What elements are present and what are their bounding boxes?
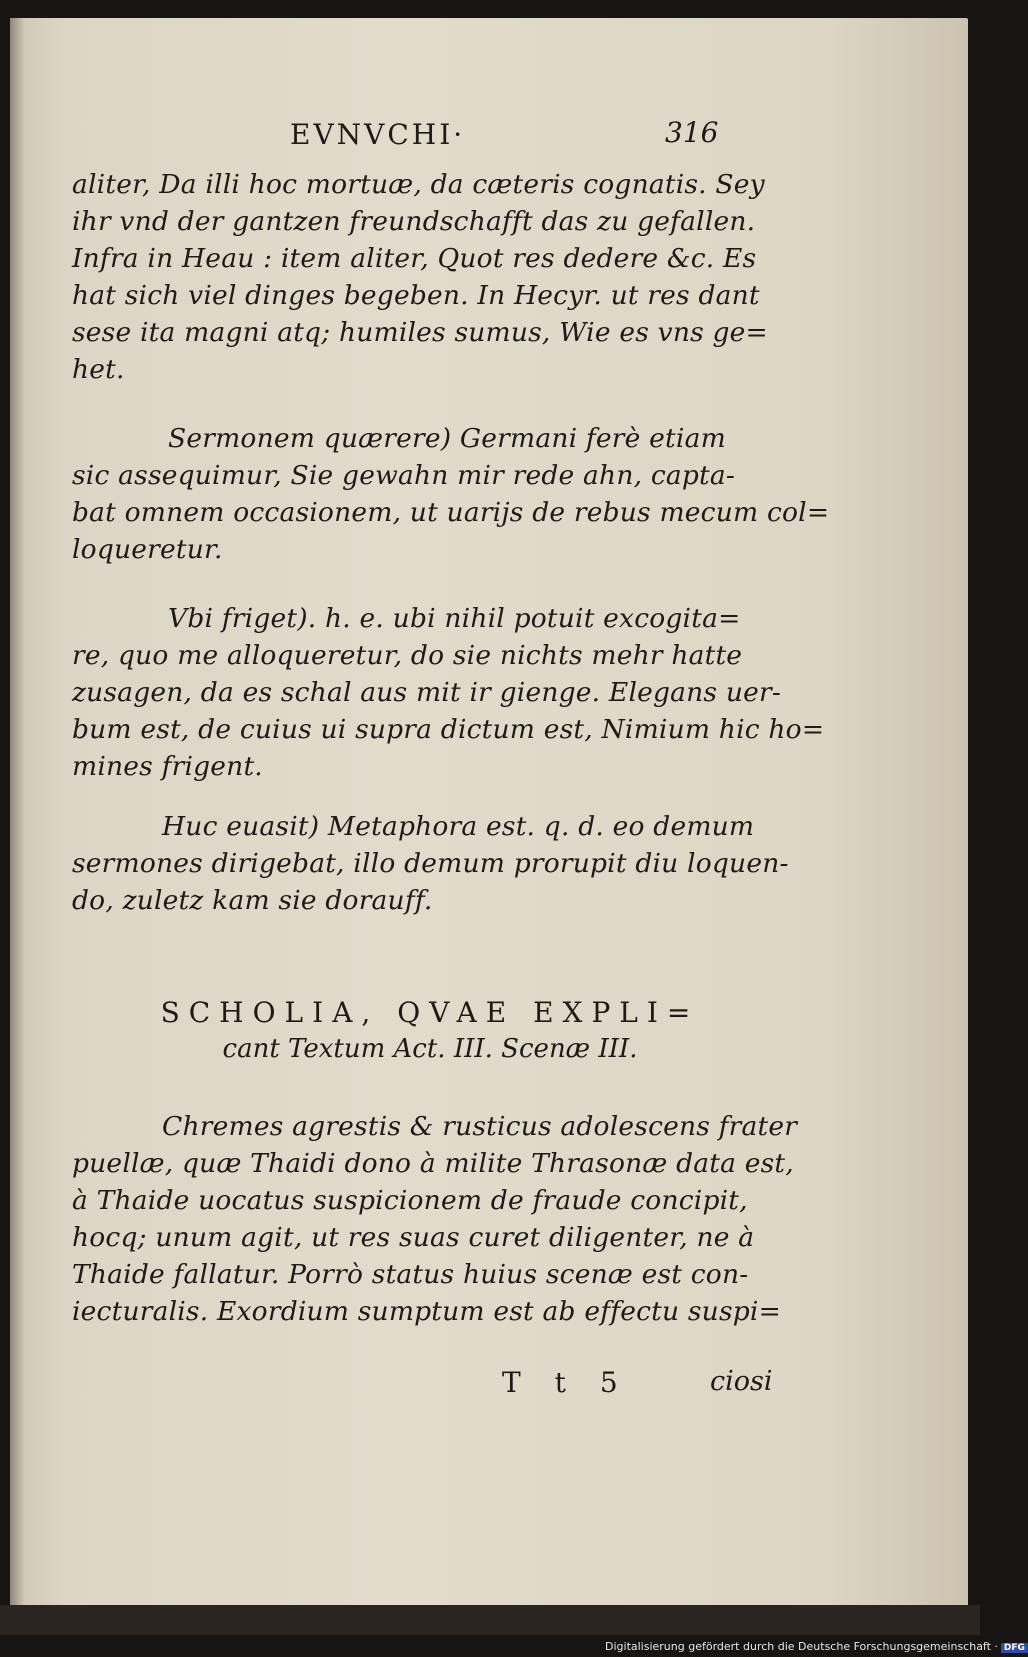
text-line: do, zuletz kam sie dorauff. [72, 885, 433, 916]
text-line: Infra in Heau : item aliter, Quot res dedere &c. Es [72, 243, 757, 274]
section-heading-line-2: cant Textum Act. III. Scenæ III. [222, 1034, 638, 1064]
running-head: EVNVCHI· [290, 118, 466, 151]
text-line: Thaide fallatur. Porrò status huius scenæ est con- [72, 1259, 749, 1290]
footer-credit [605, 1640, 1028, 1653]
paragraph-3 [72, 600, 825, 785]
paragraph-5 [72, 1108, 798, 1330]
text-line: het. [72, 354, 125, 385]
text-line: hat sich viel dinges begeben. In Hecyr. ut res dant [72, 280, 760, 311]
text-line: Huc euasit) Metaphora est. q. d. eo demum [162, 811, 755, 842]
text-line: sermones dirigebat, illo demum prorupit diu loquen- [72, 848, 789, 879]
text-line: hocq; unum agit, ut res suas curet diligenter, ne à [72, 1222, 755, 1253]
section-heading [110, 996, 750, 1072]
paragraph-4 [72, 808, 789, 919]
signature-mark: Tt5 [502, 1366, 652, 1399]
page-number: 316 [665, 116, 719, 149]
page-bottom-shadow [0, 1605, 980, 1635]
text-line: bat omnem occasionem, ut uarijs de rebus mecum col= [72, 497, 830, 528]
text-line: zusagen, da es schal aus mit ir gienge. Elegans uer- [72, 677, 782, 708]
text-line: puellæ, quæ Thaidi dono à milite Thrasonæ data est, [72, 1148, 794, 1179]
text-line: sic assequimur, Sie gewahn mir rede ahn, capta- [72, 460, 736, 491]
text-line: aliter, Da illi hoc mortuæ, da cæteris cognatis. Sey [72, 169, 765, 200]
catchword: ciosi [710, 1366, 773, 1397]
text-line: Chremes agrestis & rusticus adolescens frater [162, 1111, 798, 1142]
text-line: Vbi friget). h. e. ubi nihil potuit excogita= [168, 603, 741, 634]
text-line: re, quo me alloqueretur, do sie nichts mehr hatte [72, 640, 743, 671]
text-line: mines frigent. [72, 751, 263, 782]
text-line: loqueretur. [72, 534, 223, 565]
book-page [10, 18, 968, 1623]
text-line: iecturalis. Exordium sumptum est ab effectu suspi= [72, 1296, 781, 1327]
section-heading-line-1: SCHOLIA, QVAE EXPLI= [160, 996, 700, 1029]
text-line: bum est, de cuius ui supra dictum est, Nimium hic ho= [72, 714, 825, 745]
text-line: sese ita magni atq; humiles sumus, Wie es vns ge= [72, 317, 768, 348]
paragraph-1 [72, 166, 772, 388]
text-line: ihr vnd der gantzen freundschafft das zu gefallen. [72, 206, 756, 237]
footer-text: Digitalisierung gefördert durch die Deutsche Forschungsgemeinschaft · [605, 1640, 998, 1653]
text-line: Sermonem quærere) Germani ferè etiam [168, 423, 726, 454]
text-line: à Thaide uocatus suspicionem de fraude concipit, [72, 1185, 748, 1216]
paragraph-2 [72, 420, 830, 568]
page-gutter-edge [10, 18, 24, 1623]
dfg-logo-icon: DFG [1001, 1643, 1028, 1653]
